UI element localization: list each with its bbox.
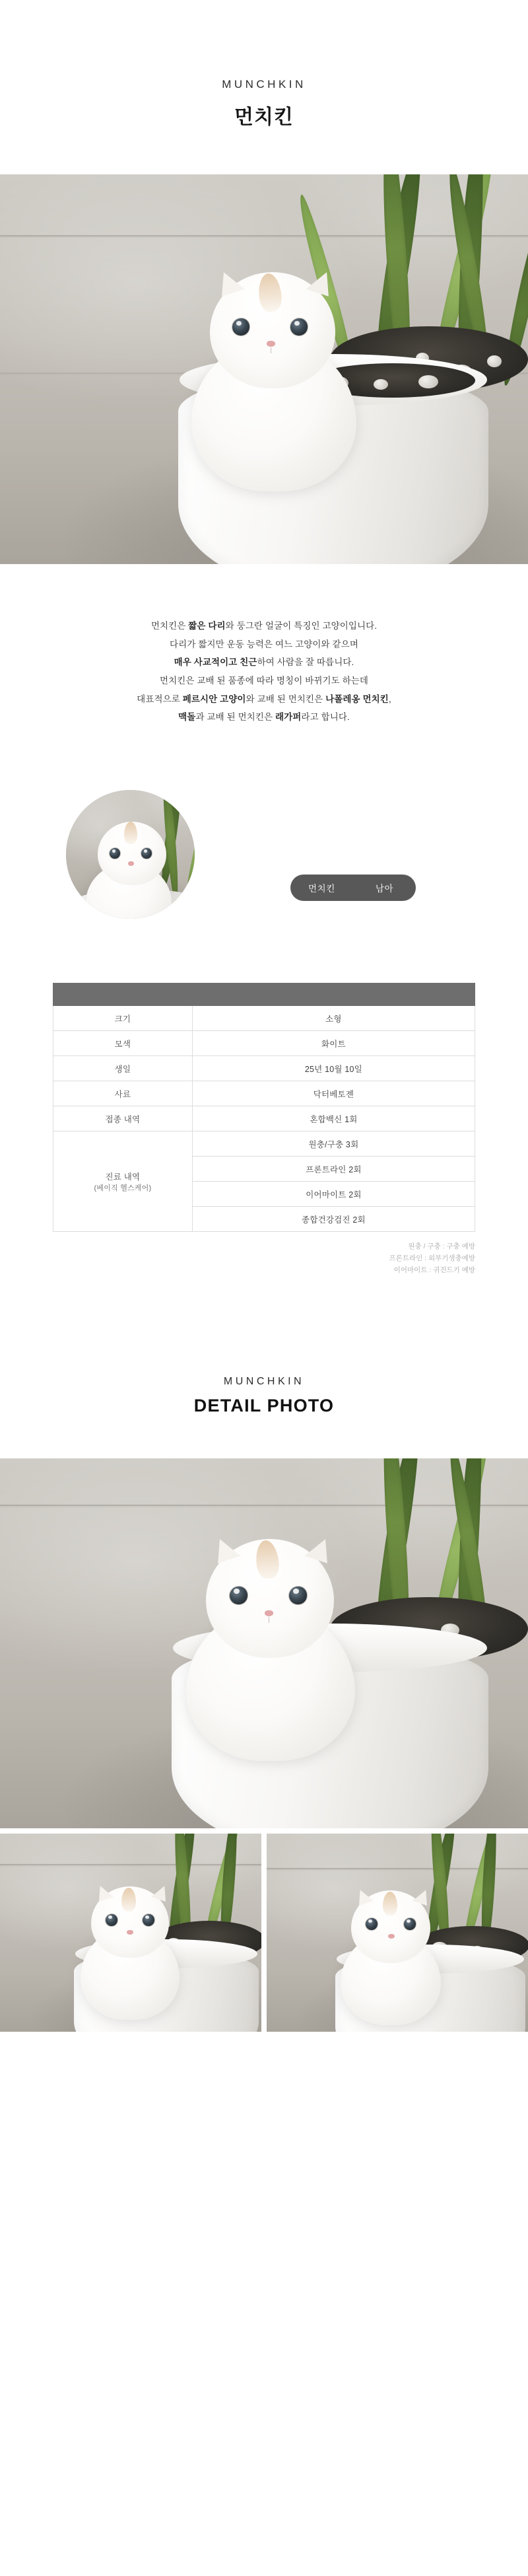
description-line-3: 매우 사교적이고 친근하여 사람을 잘 따릅니다. [174, 657, 354, 668]
pebble [487, 355, 502, 367]
kitten-nose [388, 1934, 395, 1939]
row-label: 크기 [53, 1006, 193, 1031]
table-row [53, 1081, 475, 1106]
hero-photo [0, 174, 528, 564]
table-header-value [192, 984, 475, 1006]
row-value: 닥터베토젠 [192, 1081, 475, 1106]
detail-photo-left [0, 1834, 261, 2032]
breed-description [0, 617, 528, 727]
care-label: 진료 내역 [105, 1172, 141, 1182]
footnote: 원충 / 구충 : 구충 예방 [408, 1242, 475, 1251]
row-label: 생일 [53, 1056, 193, 1081]
profile-section [0, 790, 528, 922]
kitten-eye-left [106, 1914, 117, 1926]
kitten-eye-right [141, 848, 152, 859]
row-value: 소형 [192, 1006, 475, 1031]
kitten-eye-right [404, 1918, 416, 1930]
table-row [53, 1131, 475, 1157]
pebble [374, 379, 388, 390]
row-label-care [53, 1131, 193, 1232]
detail-large-scene [0, 1458, 528, 1828]
kitten-nose [128, 861, 134, 866]
avatar [66, 790, 195, 919]
row-value: 프론트라인 2회 [192, 1157, 475, 1182]
row-value: 원충/구충 3회 [192, 1131, 475, 1157]
detail-title: DETAIL PHOTO [193, 1395, 335, 1415]
detail-photo-large [0, 1458, 528, 1828]
row-value: 혼합백신 1회 [192, 1106, 475, 1131]
kitten-eye-left [232, 318, 249, 336]
kitten-eye-right [289, 1587, 307, 1604]
description-line-5: 대표적으로 페르시안 고양이와 교배 된 먼치킨은 나폴레옹 먼치킨, [137, 694, 391, 704]
brand-eyebrow: MUNCHKIN [222, 78, 306, 90]
row-label: 사료 [53, 1081, 193, 1106]
row-value: 종합건강검진 2회 [192, 1207, 475, 1232]
badge-breed: 먼치킨 [308, 884, 335, 894]
avatar-scene [66, 790, 195, 919]
kitten-nose [267, 341, 275, 347]
table-row [53, 1106, 475, 1131]
row-label: 모색 [53, 1031, 193, 1056]
kitten-eye-right [290, 318, 308, 336]
detail-photo-row [0, 1834, 528, 2032]
detail-right-scene [267, 1834, 528, 2032]
kitten-forehead-marking [124, 822, 137, 844]
detail-photo-header [0, 1376, 528, 1416]
kitten-nose [265, 1610, 273, 1616]
spec-table-wrapper [53, 983, 475, 1232]
kitten-eye-left [366, 1918, 378, 1930]
page-header [0, 0, 528, 129]
page-title: 먼치킨 [234, 106, 294, 128]
description-line-4: 먼치킨은 교배 된 품종에 따라 명칭이 바뀌기도 하는데 [159, 676, 369, 686]
description-line-1: 먼치킨은 짧은 다리와 둥그란 얼굴이 특징인 고양이입니다. [150, 621, 378, 631]
table-header-label [53, 984, 193, 1006]
table-row [53, 1006, 475, 1031]
pebble [418, 375, 438, 388]
kitten-eye-right [143, 1914, 154, 1926]
spec-table [53, 983, 475, 1232]
table-footnotes [53, 1241, 475, 1277]
row-value: 화이트 [192, 1031, 475, 1056]
kitten-eye-left [110, 848, 120, 859]
wall-seam [0, 1505, 528, 1506]
footnote: 프론트라인 : 외부기생충예방 [389, 1254, 475, 1262]
description-line-2: 다리가 짧지만 운동 능력은 여느 고양이와 같으며 [170, 639, 358, 649]
detail-left-scene [0, 1834, 261, 2032]
table-header-row [53, 984, 475, 1006]
row-label: 접종 내역 [53, 1106, 193, 1131]
badge-gender: 남아 [375, 884, 394, 894]
detail-photo-right [267, 1834, 528, 2032]
care-sublabel: (베이직 헬스케어) [94, 1184, 152, 1192]
kitten-nose [127, 1930, 133, 1935]
wall-seam [0, 235, 528, 236]
hero-scene [0, 174, 528, 564]
row-value: 25년 10월 10일 [192, 1056, 475, 1081]
table-row [53, 1056, 475, 1081]
detail-eyebrow: MUNCHKIN [223, 1375, 305, 1387]
row-value: 이어마이트 2회 [192, 1182, 475, 1207]
kitten-eye-left [230, 1587, 248, 1604]
description-line-6: 맥돌과 교배 된 먼치킨은 래가퍼라고 합니다. [178, 712, 350, 723]
status-badge [290, 875, 416, 901]
footnote: 이어마이트 : 귀진드기 예방 [393, 1266, 475, 1274]
table-row [53, 1031, 475, 1056]
